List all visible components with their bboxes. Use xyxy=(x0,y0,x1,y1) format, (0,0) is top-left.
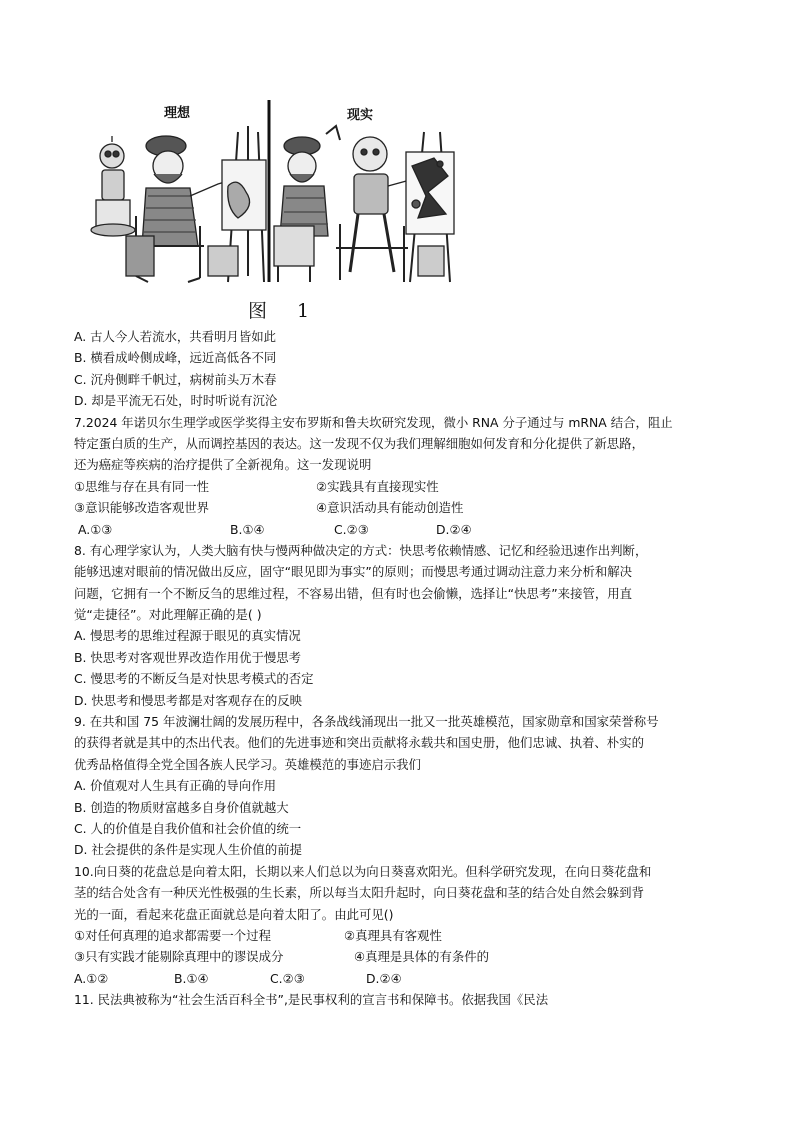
q9-option-b: B. 创造的物质财富越多自身价值就越大 xyxy=(74,799,289,815)
q9-stem-line: 优秀品格值得全党全国各族人民学习。英雄模范的事迹启示我们 xyxy=(74,756,421,772)
q6-option-c: C. 沉舟侧畔千帆过，病树前头万木春 xyxy=(74,371,277,387)
q9-option-d: D. 社会提供的条件是实现人生价值的前提 xyxy=(74,842,303,858)
q10-choices-row xyxy=(74,968,724,989)
q7-choice: D.②④ xyxy=(436,521,472,537)
q10-choice: B.①④ xyxy=(174,970,209,986)
q10-choice: D.②④ xyxy=(366,970,402,986)
q10-statements-row xyxy=(74,946,724,967)
q8-option-b: B. 快思考对客观世界改造作用优于慢思考 xyxy=(74,649,302,665)
q7-choices-row xyxy=(74,519,724,540)
q10-statement: ④真理是具体的有条件的 xyxy=(354,949,490,965)
q8-stem-line: 问题，它拥有一个不断反刍的思维过程，不容易出错，但有时也会偷懒，选择让“快思考”来接管，用直 xyxy=(74,585,633,601)
q10-choice: C.②③ xyxy=(270,970,305,986)
q6-option-b: B. 横看成岭侧成峰，远近高低各不同 xyxy=(74,350,277,366)
q6-option-d: D. 却是平流无石处，时时听说有沉沦 xyxy=(74,393,278,409)
q7-stem-line: 还为癌症等疾病的治疗提供了全新视角。这一发现说明 xyxy=(74,457,372,473)
q8-stem-line: 能够迅速对眼前的情况做出反应，固守“眼见即为事实”的原则；而慢思考通过调动注意力来分析和解决 xyxy=(74,564,633,580)
q9-stem-line: 9. 在共和国 75 年波澜壮阔的发展历程中，各条战线涌现出一批又一批英雄模范，国家勋章和国家荣誉称号 xyxy=(74,714,659,730)
q9-stem-line: 的获得者就是其中的杰出代表。他们的先进事迹和突出贡献将永载共和国史册，他们忠诚、执着、朴实的 xyxy=(74,735,644,751)
q10-statement: ③只有实践才能剔除真理中的谬误成分 xyxy=(74,949,284,965)
q7-choice: B.①④ xyxy=(230,521,265,537)
q9-option-a: A. 价值观对人生具有正确的导向作用 xyxy=(74,778,276,794)
q10-stem-line: 10.向日葵的花盘总是向着太阳，长期以来人们总以为向日葵喜欢阳光。但科学研究发现，在向日葵花盘和 xyxy=(74,863,652,879)
q10-stem-line: 茎的结合处含有一种厌光性极强的生长素，所以每当太阳升起时，向日葵花盘和茎的结合处自然会躲到背 xyxy=(74,885,644,901)
q9-option-c: C. 人的价值是自我价值和社会价值的统一 xyxy=(74,820,302,836)
q10-stem-line: 光的一面，看起来花盘正面就总是向着太阳了。由此可见() xyxy=(74,906,394,922)
q8-stem-line: 觉“走捷径”。对此理解正确的是( ) xyxy=(74,607,262,623)
q7-statements-row xyxy=(74,497,724,518)
q8-option-c: C. 慢思考的不断反刍是对快思考模式的否定 xyxy=(74,671,314,687)
q7-statement: ②实践具有直接现实性 xyxy=(316,478,439,494)
q7-stem-line: 7.2024 年诺贝尔生理学或医学奖得主安布罗斯和鲁夫坎研究发现，微小 RNA 分子通过与 mRNA 结合，阻止 xyxy=(74,414,673,430)
figure-label-ideal: 理想 xyxy=(164,106,191,121)
q8-option-a: A. 慢思考的思维过程源于眼见的真实情况 xyxy=(74,628,301,644)
q7-choice: C.②③ xyxy=(334,521,369,537)
q6-option-a: A. 古人今人若流水，共看明月皆如此 xyxy=(74,329,276,344)
q8-stem-line: 8. 有心理学家认为，人类大脑有快与慢两种做决定的方式：快思考依赖情感、记忆和经验迅速作出判断， xyxy=(74,542,648,558)
q7-stem-line: 特定蛋白质的生产，从而调控基因的表达。这一发现不仅为我们理解细胞如何发育和分化提供了新思路， xyxy=(74,435,644,451)
q10-choice: A.①② xyxy=(74,970,109,986)
q7-statement: ③意识能够改造客观世界 xyxy=(74,500,210,516)
q11-stem-line: 11. 民法典被称为“社会生活百科全书”,是民事权利的宣言书和保障书。依据我国《民法 xyxy=(74,992,549,1008)
cartoon-figure xyxy=(88,96,458,288)
figure-caption: 图 1 xyxy=(248,300,322,322)
q7-statements-row xyxy=(74,476,724,497)
q10-statement: ②真理具有客观性 xyxy=(344,927,442,943)
q7-statement: ④意识活动具有能动创造性 xyxy=(316,500,464,516)
cartoon-image xyxy=(88,96,458,288)
question-content xyxy=(74,326,724,1011)
q7-statement: ①思维与存在具有同一性 xyxy=(74,478,210,494)
q10-statement: ①对任何真理的追求都需要一个过程 xyxy=(74,927,271,943)
q7-choice: A.①③ xyxy=(78,521,113,537)
q8-option-d: D. 快思考和慢思考都是对客观存在的反映 xyxy=(74,692,303,708)
figure-label-reality: 现实 xyxy=(347,108,374,123)
q10-statements-row xyxy=(74,925,724,946)
